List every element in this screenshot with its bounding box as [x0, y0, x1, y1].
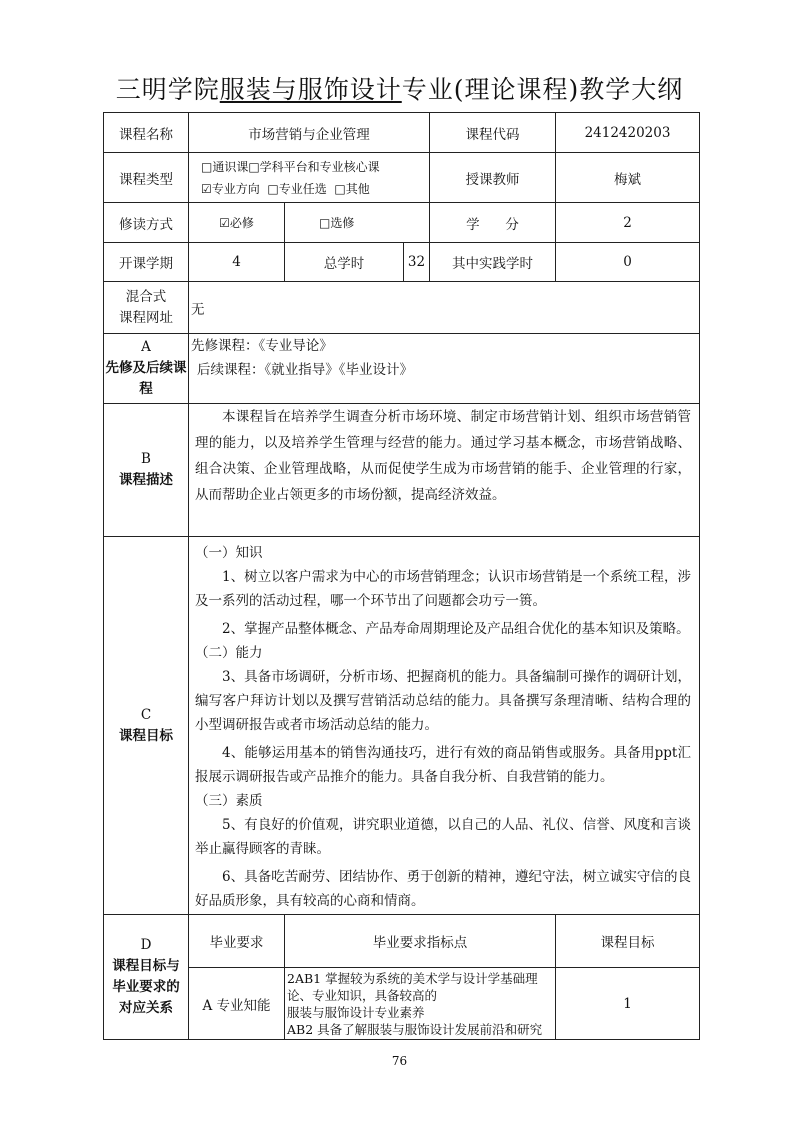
row-blended: [104, 282, 700, 334]
section-d-label: [104, 915, 189, 1040]
row-semester: [104, 243, 700, 282]
section-b-label: [104, 404, 189, 537]
elective-option: □选修: [285, 203, 430, 243]
section-b-title: 课程描述: [119, 472, 173, 488]
goal-item-6: 6、具备吃苦耐劳、团结协作、勇于创新的精神，遵纪守法，树立诚实守信的良好品质形象，具有较高的心商和情商。: [195, 869, 692, 909]
blended-label-1: 混合式: [125, 288, 167, 305]
section-a-title: 先修及后续课程: [105, 360, 187, 397]
section-a-letter: A: [141, 339, 151, 355]
requirement-a-goal: 1: [556, 968, 700, 1040]
row-section-c: [104, 537, 700, 915]
course-name-value: 市场营销与企业管理: [189, 113, 430, 153]
course-code-label: 课程代码: [430, 113, 556, 153]
goal-item-3: 3、具备市场调研，分析市场、把握商机的能力。具备编制可操作的调研计划，编写客户拜访计划以及撰写营销活动总结的能力。具备撰写条理清晰、结构合理的小型调研报告或者市场活动总结的能力。: [195, 669, 692, 733]
teacher-label: 授课教师: [430, 153, 556, 203]
goal-heading-quality: （三）素质: [195, 793, 263, 809]
title-major: 服装与服饰设计: [219, 75, 402, 104]
section-c-title: 课程目标: [119, 727, 173, 744]
col-requirement-points: 毕业要求指标点: [285, 915, 556, 968]
credit-label: 学 分: [430, 203, 556, 243]
study-mode-label: 修读方式: [104, 203, 189, 243]
page-title: [0, 70, 799, 106]
goal-item-5: 5、有良好的价值观，讲究职业道德，以自己的人品、礼仪、信誉、风度和言谈举止赢得顾客的青睐。: [195, 817, 692, 857]
row-study-mode: [104, 203, 700, 243]
title-school: 三明学院: [115, 75, 220, 104]
section-d-title-2: 毕业要求的: [112, 979, 180, 995]
course-name-label: 课程名称: [104, 113, 189, 153]
goal-heading-knowledge: （一）知识: [195, 545, 263, 561]
course-code-value: 2412420203: [556, 113, 700, 153]
section-d-title-1: 课程目标与: [112, 958, 180, 974]
requirement-a: A 专业知能: [189, 968, 285, 1040]
blended-label-2: 课程网址: [119, 309, 173, 326]
course-type-label: 课程类型: [104, 153, 189, 203]
course-description: 本课程旨在培养学生调查分析市场环境、制定市场营销计划、组织市场营销管理的能力，以及培养学生管理与经营的能力。通过学习基本概念，市场营销战略、组合决策、企业管理战略，从而促使学生成为市场营销的能手、企业管理的行家，从而帮助企业占领更多的市场份额，提高经济效益。: [195, 409, 692, 503]
section-d-title-3: 对应关系: [119, 1000, 173, 1016]
goal-item-1: 1、树立以客户需求为中心的市场营销理念；认识市场营销是一个系统工程，涉及一系列的活动过程，哪一个环节出了问题都会功亏一篑。: [195, 569, 692, 609]
requirement-a-point-2: 服装与服饰设计专业素养: [287, 1004, 425, 1020]
requirement-a-point-1: 2AB1 掌握较为系统的美术学与设计学基础理论、专业知识，具备较高的: [287, 970, 538, 1003]
col-course-goal: 课程目标: [556, 915, 700, 968]
semester-value: 4: [189, 243, 285, 282]
practice-hours-value: 0: [556, 243, 700, 282]
course-type-line-1: □通识课□学科平台和专业核心课: [201, 159, 380, 174]
section-c-letter: C: [140, 706, 152, 723]
section-d-letter: D: [140, 937, 152, 953]
section-b-letter: B: [141, 451, 151, 467]
total-hours-label: 总学时: [285, 243, 404, 282]
goal-item-4: 4、能够运用基本的销售沟通技巧，进行有效的商品销售或服务。具备用ppt汇报展示调研报告或产品推介的能力。具备自我分析、自我营销的能力。: [195, 745, 692, 785]
row-course-type: [104, 153, 700, 203]
goal-heading-ability: （二）能力: [195, 645, 263, 661]
blended-value: 无: [189, 282, 700, 334]
requirement-a-points: [285, 968, 556, 1040]
row-section-d-header: [104, 915, 700, 968]
col-graduation-requirement: 毕业要求: [189, 915, 285, 968]
course-type-line-2: ☑专业方向 □专业任选 □其他: [201, 181, 370, 196]
row-section-d-1: [104, 968, 700, 1040]
required-option: ☑必修: [189, 203, 285, 243]
credit-value: 2: [556, 203, 700, 243]
semester-label: 开课学期: [104, 243, 189, 282]
requirement-a-point-3: AB2 具备了解服装与服饰设计发展前沿和研究: [287, 1021, 543, 1037]
row-section-a: [104, 334, 700, 404]
followup-courses: 后续课程：《就业指导》《毕业设计》: [197, 362, 413, 378]
course-type-options: [189, 153, 430, 203]
blended-label: [104, 282, 189, 334]
section-c-label: [104, 537, 189, 915]
section-a-content: [189, 334, 700, 404]
title-suffix: 专业(理论课程)教学大纲: [401, 75, 684, 104]
section-a-label: [104, 334, 189, 404]
syllabus-table: [103, 112, 700, 1040]
row-course-name: [104, 113, 700, 153]
row-section-b: [104, 404, 700, 537]
total-hours-value: 32: [404, 243, 430, 282]
goal-item-2: 2、掌握产品整体概念、产品寿命周期理论及产品组合优化的基本知识及策略。: [222, 621, 690, 637]
prereq-courses: 先修课程：《专业导论》: [191, 338, 333, 354]
section-c-content: [189, 537, 700, 915]
section-b-content: [189, 404, 700, 537]
practice-hours-label: 其中实践学时: [430, 243, 556, 282]
page-number: 76: [391, 1054, 408, 1068]
teacher-value: 梅斌: [556, 153, 700, 203]
